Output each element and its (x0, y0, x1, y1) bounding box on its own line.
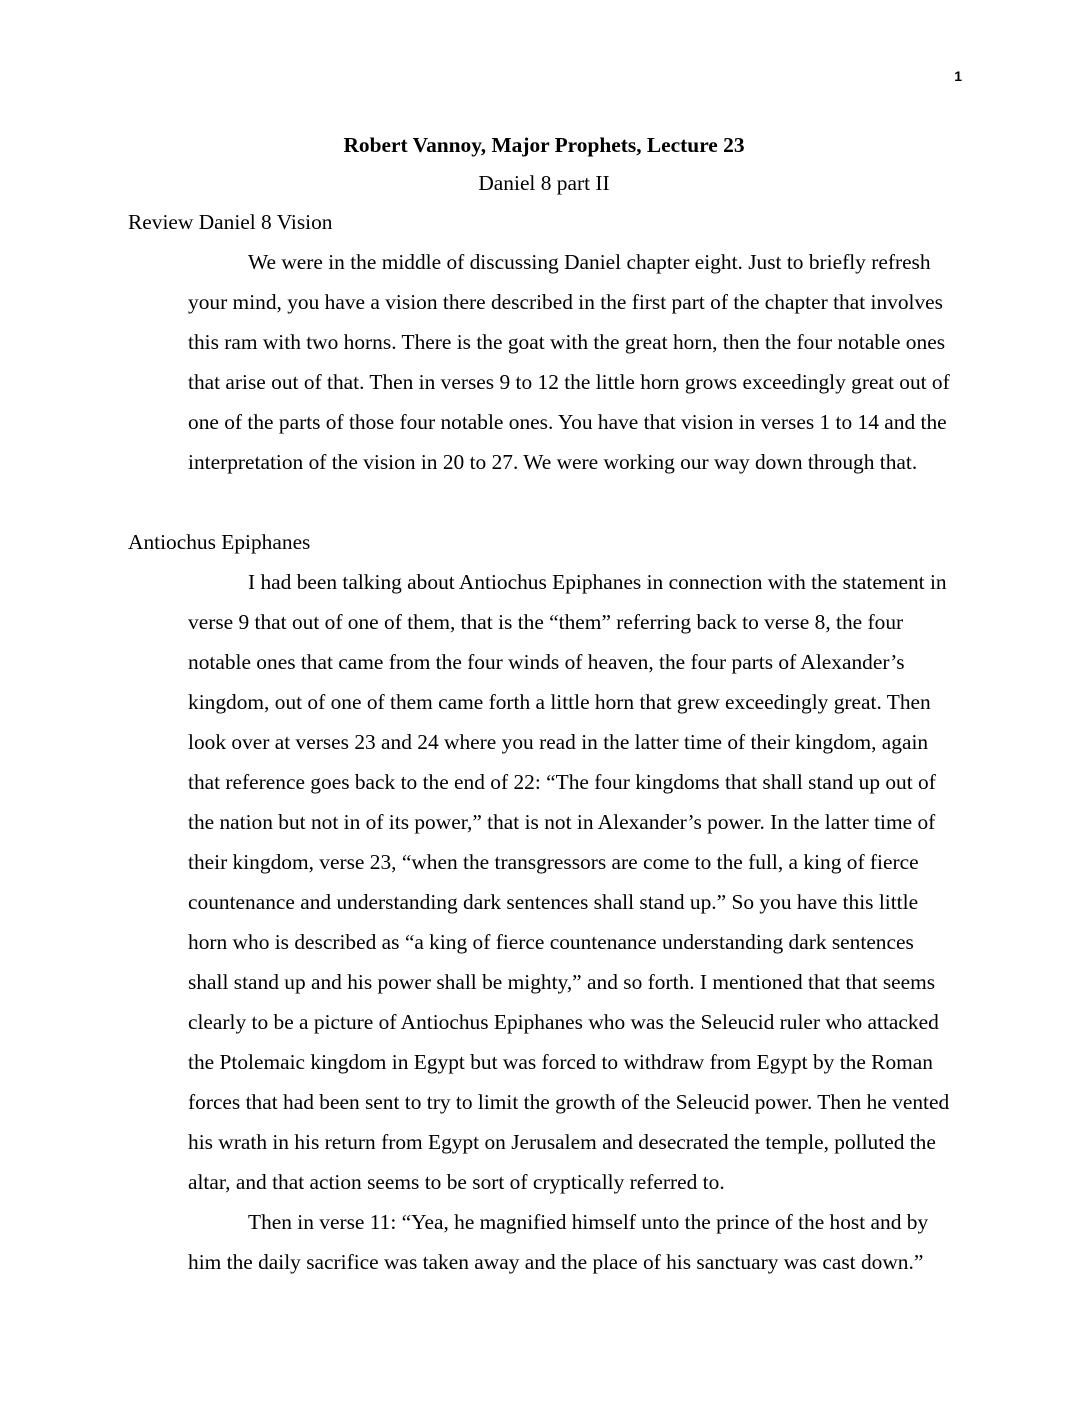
text-line: altar, and that action seems to be sort of cryptically referred to. (188, 1170, 725, 1194)
text-line: that arise out of that. Then in verses 9 to 12 the little horn grows exceedingly great out of (188, 370, 950, 394)
document-subtitle: Daniel 8 part II (478, 171, 610, 195)
section-spacer (128, 482, 960, 522)
text-line: the nation but not in of its power,” that is not in Alexander’s power. In the latter time of (188, 810, 936, 834)
text-line: his wrath in his return from Egypt on Jerusalem and desecrated the temple, polluted the (188, 1130, 936, 1154)
text-line: We were in the middle of discussing Daniel chapter eight. Just to briefly refresh (248, 250, 931, 274)
text-line: the Ptolemaic kingdom in Egypt but was forced to withdraw from Egypt by the Roman (188, 1050, 933, 1074)
text-line: your mind, you have a vision there described in the first part of the chapter that involves (188, 290, 943, 314)
paragraph-antiochus-2 (128, 1202, 960, 1282)
text-line: this ram with two horns. There is the goat with the great horn, then the four notable ones (188, 330, 946, 354)
text-line: that reference goes back to the end of 22: “The four kingdoms that shall stand up out of (188, 770, 936, 794)
text-line: forces that had been sent to try to limit the growth of the Seleucid power. Then he vented (188, 1090, 950, 1114)
text-line: countenance and understanding dark sentences shall stand up.” So you have this little (188, 890, 919, 914)
text-line: clearly to be a picture of Antiochus Epiphanes who was the Seleucid ruler who attacked (188, 1010, 939, 1034)
text-line: verse 9 that out of one of them, that is the “them” referring back to verse 8, the four (188, 610, 904, 634)
page-number: 1 (954, 68, 962, 84)
document-title: Robert Vannoy, Major Prophets, Lecture 23 (343, 133, 745, 157)
text-line: their kingdom, verse 23, “when the transgressors are come to the full, a king of fierce (188, 850, 919, 874)
text-line: kingdom, out of one of them came forth a little horn that grew exceedingly great. Then (188, 690, 931, 714)
text-line: Then in verse 11: “Yea, he magnified himself unto the prince of the host and by (248, 1210, 929, 1234)
text-line: one of the parts of those four notable ones. You have that vision in verses 1 to 14 and the (188, 410, 947, 434)
section-heading-review: Review Daniel 8 Vision (128, 210, 333, 234)
document-body (128, 126, 960, 1282)
text-line: I had been talking about Antiochus Epiphanes in connection with the statement in (248, 570, 947, 594)
paragraph-antiochus-1 (128, 562, 960, 1202)
section-heading-antiochus: Antiochus Epiphanes (128, 530, 311, 554)
paragraph-review-1 (128, 242, 960, 482)
text-line: look over at verses 23 and 24 where you read in the latter time of their kingdom, again (188, 730, 929, 754)
text-line: interpretation of the vision in 20 to 27. We were working our way down through that. (188, 450, 918, 474)
text-line: him the daily sacrifice was taken away and the place of his sanctuary was cast down.” (188, 1250, 924, 1274)
text-line: horn who is described as “a king of fierce countenance understanding dark sentences (188, 930, 914, 954)
text-line: shall stand up and his power shall be mighty,” and so forth. I mentioned that that seems (188, 970, 936, 994)
text-line: notable ones that came from the four winds of heaven, the four parts of Alexander’s (188, 650, 905, 674)
